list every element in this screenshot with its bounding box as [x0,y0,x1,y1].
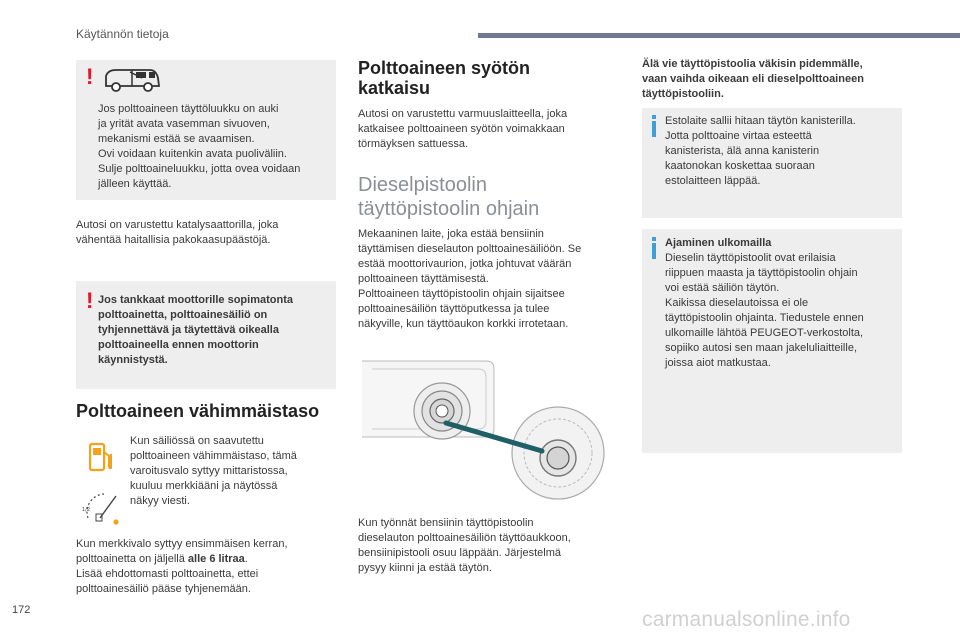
text-line: täyttöpistoolin ohjainta. Tiedustele ennen [665,312,864,324]
text-fragment: polttoainetta on jäljellä [76,553,188,565]
text-line: polttoainesäiliön täyttöputkessa ja tulee [358,303,550,315]
text-line: tyhjennettävä ja täytettävä oikealla [98,324,279,336]
text-line: Estolaite sallii hitaan täytön kanisterilla. [665,115,856,127]
title-line: Polttoaineen syötön [358,58,531,78]
text-line: ulkomaille lähtöä PEUGEOT-verkostolta, [665,327,864,339]
text-line: Lisää ehdottomasti polttoainetta, ettei [76,568,259,580]
text-line: ja yrität avata vasemman sivuoven, [98,118,270,130]
text-line: käynnistystä. [98,354,168,366]
info-icon [652,243,656,259]
text-line: täyttöpistooliin. [642,88,724,100]
text-line: Autosi on varustettu varmuuslaitteella, joka [358,108,568,120]
text-line: Mekaaninen laite, joka estää bensiinin [358,228,544,240]
page-number: 172 [12,604,31,616]
text-line: kaatonokan koskettaa suoraan [665,160,815,172]
subtitle-line: Dieselpistoolin [358,174,487,196]
page-header-title: Käytännön tietoja [76,27,169,41]
text-line: joissa aiot matkustaa. [665,357,771,369]
text-line: polttoaineella ennen moottorin [98,339,259,351]
header-bar [478,33,960,38]
text-line: Kun merkkivalo syttyy ensimmäisen kerran, [76,538,288,550]
text-line: Jotta polttoaine virtaa esteettä [665,130,812,142]
text-line [76,552,248,566]
svg-text:1/2: 1/2 [82,507,91,513]
title-line: katkaisu [358,78,431,98]
text-line: näkyville, kun täyttöaukon korkki irrotetaan. [358,318,569,330]
text-line: polttoaineen täyttämisestä. [358,273,489,285]
text-line: vaan vaihda oikeaan eli dieselpolttoaineen [642,73,864,85]
info-icon [652,121,656,137]
text-fragment: . [244,553,248,565]
subtitle-line: täyttöpistoolin ohjain [358,198,540,220]
text-line: mekanismi estää se avaamisen. [98,133,255,145]
text-line: varoitusvalo syttyy mittaristossa, [130,465,288,477]
text-line: Autosi on varustettu katalysaattorilla, joka [76,219,279,231]
text-line: täyttämisen dieselauton polttoainesäiliöön. Se [358,243,582,255]
text-line: vähentää haitallisia pakokaasupäästöjä. [76,234,271,246]
text-line: Sulje polttoaineluukku, jotta ovea voidaan [98,163,301,175]
warning-exclamation-icon: ! [86,64,94,89]
text-line: Jos tankkaat moottorille sopimatonta [98,294,293,306]
fuel-pump-icon [88,442,114,474]
text-line: Kun työnnät bensiinin täyttöpistoolin [358,517,534,529]
text-line: sopiiko autosi sen maan jakeluliaitteille, [665,342,857,354]
text-fragment-bold: alle 6 litraa [187,553,245,565]
info-icon-dot [652,115,656,119]
text-line: törmäyksen sattuessa. [358,138,469,150]
text-line: polttoaineen vähimmäistaso, tämä [130,450,297,462]
text-line: polttoainetta, polttoainesäiliö on [98,309,268,321]
text-line: riippuen maasta ja täyttöpistoolin ohjain [665,267,858,279]
text-line: Dieselin täyttöpistoolit ovat erilaisia [665,252,836,264]
text-line: Jos polttoaineen täyttöluukku on auki [98,103,279,115]
text-line: polttoainesäiliö pääse tyhjenemään. [76,583,251,595]
section-title-min-level: Polttoaineen vähimmäistaso [76,401,320,421]
text-line: estolaitteen läppää. [665,175,761,187]
fuel-filler-illustration [358,355,608,505]
watermark: carmanualsonline.info [642,608,851,631]
text-line: Kaikissa dieselautoissa ei ole [665,297,809,309]
text-line: voi estää säiliön täytön. [665,282,780,294]
text-line: dieselauton polttoainesäiliön täyttöaukkoon, [358,532,571,544]
text-line: katkaisee polttoaineen syötön voimakkaan [358,123,565,135]
text-line: Polttoaineen täyttöpistoolin ohjain sijaitsee [358,288,565,300]
text-line: Älä vie täyttöpistoolia väkisin pidemmälle, [642,58,863,70]
text-line: kuuluu merkkiääni ja näytössä [130,480,278,492]
text-line: bensiinipistooli osuu läppään. Järjestelmä [358,547,562,559]
fuel-gauge-icon [82,488,128,528]
warning-exclamation-icon: ! [86,288,94,313]
van-side-door-icon [102,66,162,94]
info-title: Ajaminen ulkomailla [665,237,772,249]
text-line: kanisterista, älä anna kanisterin [665,145,820,157]
text-line: Ovi voidaan kuitenkin avata puoliväliin. [98,148,287,160]
info-icon-dot [652,237,656,241]
text-line: näkyy viesti. [130,495,190,507]
text-line: estää moottorivaurion, jotka johtuvat väärän [358,258,572,270]
text-line: pysyy kiinni ja estää täytön. [358,562,492,574]
text-line: jälleen käyttää. [98,178,172,190]
text-line: Kun säiliössä on saavutettu [130,435,264,447]
